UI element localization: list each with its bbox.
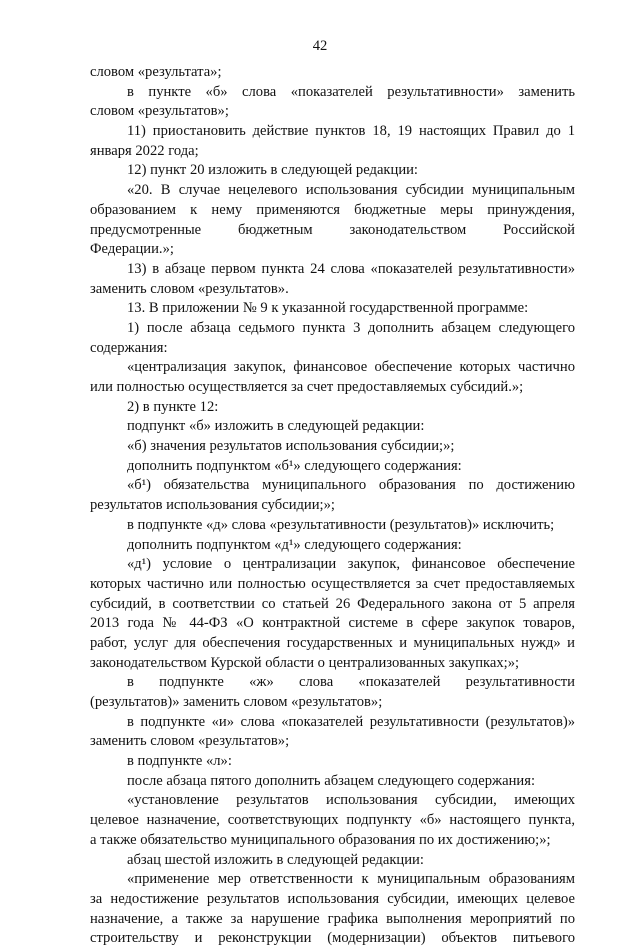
text-line: «применение мер ответственности к муниципальным образованиям bbox=[127, 871, 575, 888]
text-line: после абзаца пятого дополнить абзацем следующего содержания: bbox=[127, 772, 535, 789]
text-line: дополнить подпунктом «д¹» следующего содержания: bbox=[127, 536, 462, 553]
text-line: предусмотренные бюджетным законодательством Российской bbox=[90, 221, 575, 238]
text-line: законодательством Курской области о централизованных закупках;»; bbox=[90, 654, 520, 671]
text-line: за недостижение результатов использования субсидии, имеющих целевое bbox=[90, 890, 575, 907]
text-line: словом «результата»; bbox=[90, 64, 222, 80]
text-line: (результатов)» заменить словом «результатов»; bbox=[90, 694, 383, 710]
text-line: или полностью осуществляется за счет предоставляемых субсидий.»; bbox=[90, 379, 524, 395]
text-line: «б¹) обязательства муниципального образования по достижению bbox=[127, 477, 575, 494]
text-line: субсидий, в соответствии со статьей 26 Федерального закона от 5 апреля bbox=[90, 595, 575, 612]
text-line: в подпункте «ж» слова «показателей результативности bbox=[127, 674, 575, 691]
text-line: содержания: bbox=[90, 339, 168, 356]
text-line: строительству и реконструкции (модернизации) объектов питьевого bbox=[90, 930, 575, 947]
text-line: 12) пункт 20 изложить в следующей редакции: bbox=[127, 162, 418, 179]
text-line: 1) после абзаца седьмого пункта 3 дополнить абзацем следующего bbox=[127, 319, 575, 336]
text-line: «20. В случае нецелевого использования субсидии муниципальным bbox=[127, 182, 575, 199]
text-line: дополнить подпунктом «б¹» следующего содержания: bbox=[127, 457, 462, 474]
text-line: назначение, а также за нарушение графика выполнения мероприятий по bbox=[90, 910, 575, 927]
text-line: в подпункте «и» слова «показателей результативности (результатов)» bbox=[127, 713, 575, 730]
text-line: в подпункте «л»: bbox=[127, 753, 232, 770]
text-line: подпункт «б» изложить в следующей редакции: bbox=[127, 418, 425, 435]
text-line: словом «результатов»; bbox=[90, 103, 229, 120]
text-line: 2) в пункте 12: bbox=[127, 398, 219, 415]
text-line: «д¹) условие о централизации закупок, финансовое обеспечение bbox=[127, 556, 575, 573]
text-line: в подпункте «д» слова «результативности (результатов)» исключить; bbox=[127, 516, 555, 533]
text-line: «централизация закупок, финансовое обеспечение которых частично bbox=[127, 359, 575, 376]
text-line: Федерации.»; bbox=[90, 241, 174, 258]
text-line: 11) приостановить действие пунктов 18, 19 настоящих Правил до 1 bbox=[127, 123, 575, 140]
text-line: 2013 года № 44-ФЗ «О контрактной системе в сфере закупок товаров, bbox=[90, 615, 575, 632]
text-line: а также обязательство муниципального образования по их достижению;»; bbox=[90, 831, 551, 848]
text-line: в пункте «б» слова «показателей результативности» заменить bbox=[127, 83, 575, 100]
text-line: 13. В приложении № 9 к указанной государственной программе: bbox=[127, 300, 529, 317]
text-line: абзац шестой изложить в следующей редакции: bbox=[127, 851, 424, 868]
text-line: «б) значения результатов использования субсидии;»; bbox=[127, 438, 455, 455]
text-line: целевое назначение, соответствующих подпункту «б» настоящего пункта, bbox=[90, 812, 575, 829]
text-line: работ, услуг для обеспечения государственных и муниципальных нужд» и bbox=[90, 634, 575, 651]
text-line: 13) в абзаце первом пункта 24 слова «показателей результативности» bbox=[127, 260, 575, 277]
text-line: которых частично или полностью осуществляется за счет предоставляемых bbox=[90, 575, 575, 592]
page-number: 42 bbox=[312, 38, 328, 54]
text-line: заменить словом «результатов»; bbox=[90, 733, 290, 750]
text-line: «установление результатов использования субсидии, имеющих bbox=[127, 792, 575, 809]
text-line: заменить словом «результатов». bbox=[90, 280, 289, 297]
document-body bbox=[90, 63, 575, 949]
text-line: результатов использования субсидии;»; bbox=[90, 497, 335, 514]
text-line: образованием к нему применяются бюджетные меры принуждения, bbox=[90, 201, 575, 218]
text-line: января 2022 года; bbox=[90, 142, 199, 159]
